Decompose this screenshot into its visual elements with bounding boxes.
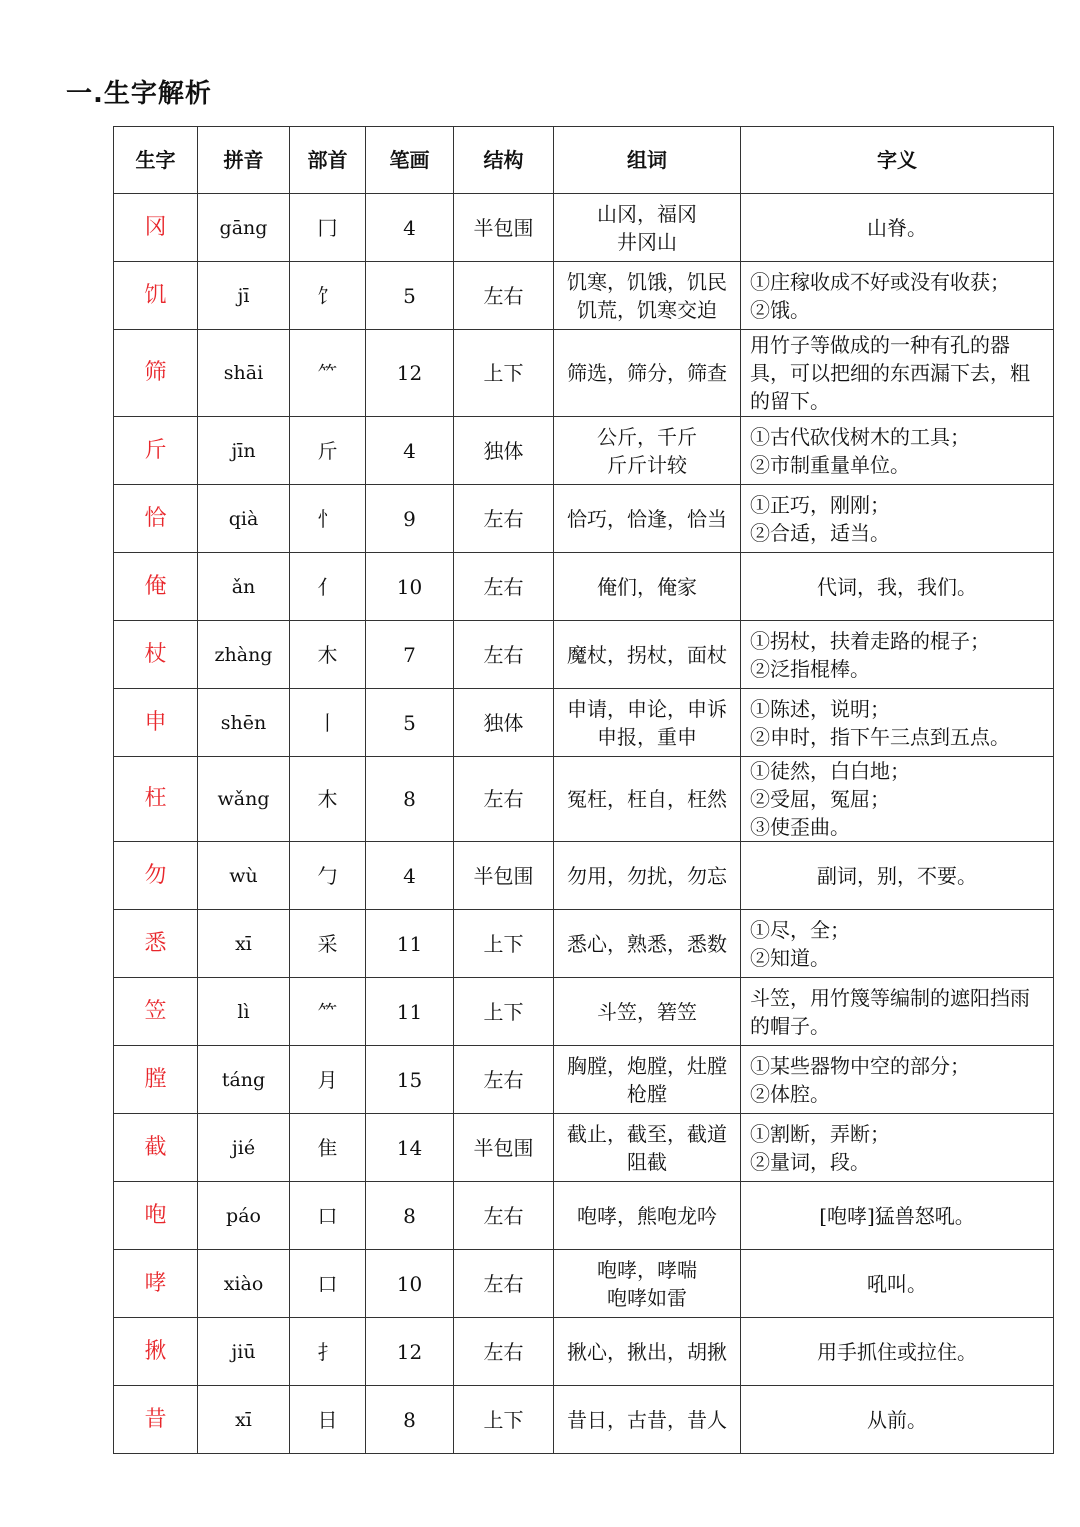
table-row [114,262,1054,330]
strokes-cell: 11 [366,978,454,1046]
char-cell: 冈 [114,194,198,262]
radical-cell: 口 [290,1182,366,1250]
pinyin-cell: táng [198,1046,290,1114]
table-row [114,1046,1054,1114]
meaning-cell: ①古代砍伐树木的工具； ②市制重量单位。 [741,417,1054,485]
meaning-cell: ①割断，弄断； ②量词，段。 [741,1114,1054,1182]
radical-cell: 木 [290,621,366,689]
char-cell: 昔 [114,1386,198,1454]
strokes-cell: 10 [366,1250,454,1318]
meaning-cell: ①陈述，说明； ②申时，指下午三点到五点。 [741,689,1054,757]
radical-cell: ⺮ [290,978,366,1046]
radical-cell: 隹 [290,1114,366,1182]
pinyin-cell: jīn [198,417,290,485]
char-cell: 申 [114,689,198,757]
strokes-cell: 5 [366,262,454,330]
radical-cell: 日 [290,1386,366,1454]
meaning-cell: ①尽，全； ②知道。 [741,910,1054,978]
structure-cell: 左右 [454,1046,554,1114]
radical-cell: 斤 [290,417,366,485]
char-cell: 咆 [114,1182,198,1250]
column-header-char: 生字 [114,127,198,194]
char-cell: 饥 [114,262,198,330]
meaning-cell: ①某些器物中空的部分； ②体腔。 [741,1046,1054,1114]
words-cell: 咆哮，熊咆龙吟 [554,1182,741,1250]
strokes-cell: 12 [366,1318,454,1386]
radical-cell: 亻 [290,553,366,621]
radical-cell: 丨 [290,689,366,757]
words-cell: 饥寒，饥饿，饥民 饥荒，饥寒交迫 [554,262,741,330]
table-row [114,330,1054,417]
pinyin-cell: jiū [198,1318,290,1386]
meaning-cell: ①徒然，白白地； ②受屈，冤屈； ③使歪曲。 [741,757,1054,842]
table-row [114,553,1054,621]
strokes-cell: 4 [366,842,454,910]
char-cell: 枉 [114,757,198,842]
words-cell: 冤枉，枉自，枉然 [554,757,741,842]
radical-cell: 扌 [290,1318,366,1386]
column-header-strokes: 笔画 [366,127,454,194]
structure-cell: 左右 [454,485,554,553]
structure-cell: 左右 [454,262,554,330]
pinyin-cell: shāi [198,330,290,417]
pinyin-cell: jī [198,262,290,330]
strokes-cell: 8 [366,1386,454,1454]
pinyin-cell: xī [198,1386,290,1454]
radical-cell: 饣 [290,262,366,330]
structure-cell: 上下 [454,1386,554,1454]
radical-cell: 口 [290,1250,366,1318]
structure-cell: 半包围 [454,1114,554,1182]
meaning-cell: 从前。 [741,1386,1054,1454]
strokes-cell: 8 [366,757,454,842]
strokes-cell: 4 [366,194,454,262]
char-cell: 悉 [114,910,198,978]
char-cell: 斤 [114,417,198,485]
char-cell: 筛 [114,330,198,417]
structure-cell: 左右 [454,621,554,689]
pinyin-cell: páo [198,1182,290,1250]
char-cell: 杖 [114,621,198,689]
strokes-cell: 8 [366,1182,454,1250]
table-row [114,842,1054,910]
structure-cell: 左右 [454,1318,554,1386]
column-header-words: 组词 [554,127,741,194]
pinyin-cell: xiào [198,1250,290,1318]
column-header-meaning: 字义 [741,127,1054,194]
words-cell: 俺们，俺家 [554,553,741,621]
table-row [114,417,1054,485]
structure-cell: 左右 [454,553,554,621]
words-cell: 申请，申论，申诉 申报，重申 [554,689,741,757]
meaning-cell: 副词，别，不要。 [741,842,1054,910]
radical-cell: ⺮ [290,330,366,417]
table-row [114,910,1054,978]
words-cell: 截止，截至，截道 阻截 [554,1114,741,1182]
words-cell: 魔杖，拐杖，面杖 [554,621,741,689]
pinyin-cell: qià [198,485,290,553]
structure-cell: 左右 [454,757,554,842]
strokes-cell: 14 [366,1114,454,1182]
words-cell: 胸膛，炮膛，灶膛 枪膛 [554,1046,741,1114]
pinyin-cell: lì [198,978,290,1046]
section-title: 一.生字解析 [66,79,212,109]
table-row [114,689,1054,757]
words-cell: 咆哮，哮喘 咆哮如雷 [554,1250,741,1318]
structure-cell: 左右 [454,1182,554,1250]
table-row [114,978,1054,1046]
pinyin-cell: xī [198,910,290,978]
char-cell: 哮 [114,1250,198,1318]
meaning-cell: ①庄稼收成不好或没有收获； ②饿。 [741,262,1054,330]
table-row [114,1386,1054,1454]
table-row [114,1114,1054,1182]
pinyin-cell: zhàng [198,621,290,689]
strokes-cell: 12 [366,330,454,417]
table-row [114,757,1054,842]
radical-cell: 采 [290,910,366,978]
table-row [114,1318,1054,1386]
structure-cell: 独体 [454,689,554,757]
table-header-row [114,127,1054,194]
meaning-cell: ①拐杖，扶着走路的棍子； ②泛指棍棒。 [741,621,1054,689]
radical-cell: 忄 [290,485,366,553]
character-analysis-table [113,126,1054,1454]
table-row [114,1182,1054,1250]
pinyin-cell: wǎng [198,757,290,842]
strokes-cell: 10 [366,553,454,621]
words-cell: 公斤，千斤 斤斤计较 [554,417,741,485]
meaning-cell: ①正巧，刚刚； ②合适，适当。 [741,485,1054,553]
char-cell: 俺 [114,553,198,621]
table-row [114,1250,1054,1318]
char-cell: 截 [114,1114,198,1182]
meaning-cell: 用竹子等做成的一种有孔的器具，可以把细的东西漏下去，粗的留下。 [741,330,1054,417]
strokes-cell: 15 [366,1046,454,1114]
char-cell: 笠 [114,978,198,1046]
char-cell: 勿 [114,842,198,910]
pinyin-cell: jié [198,1114,290,1182]
strokes-cell: 7 [366,621,454,689]
column-header-radical: 部首 [290,127,366,194]
strokes-cell: 9 [366,485,454,553]
words-cell: 斗笠，箬笠 [554,978,741,1046]
meaning-cell: 吼叫。 [741,1250,1054,1318]
table-row [114,194,1054,262]
structure-cell: 上下 [454,910,554,978]
words-cell: 悉心，熟悉，悉数 [554,910,741,978]
words-cell: 勿用，勿扰，勿忘 [554,842,741,910]
pinyin-cell: ǎn [198,553,290,621]
strokes-cell: 5 [366,689,454,757]
radical-cell: 月 [290,1046,366,1114]
structure-cell: 左右 [454,1250,554,1318]
structure-cell: 上下 [454,330,554,417]
meaning-cell: 代词，我，我们。 [741,553,1054,621]
table-row [114,621,1054,689]
words-cell: 恰巧，恰逢，恰当 [554,485,741,553]
char-cell: 揪 [114,1318,198,1386]
meaning-cell: 斗笠，用竹篾等编制的遮阳挡雨的帽子。 [741,978,1054,1046]
pinyin-cell: wù [198,842,290,910]
meaning-cell: 山脊。 [741,194,1054,262]
meaning-cell: 用手抓住或拉住。 [741,1318,1054,1386]
radical-cell: 勹 [290,842,366,910]
table-row [114,485,1054,553]
char-cell: 恰 [114,485,198,553]
words-cell: 山冈，福冈 井冈山 [554,194,741,262]
words-cell: 揪心，揪出，胡揪 [554,1318,741,1386]
radical-cell: 木 [290,757,366,842]
structure-cell: 半包围 [454,194,554,262]
structure-cell: 独体 [454,417,554,485]
pinyin-cell: gāng [198,194,290,262]
strokes-cell: 4 [366,417,454,485]
column-header-structure: 结构 [454,127,554,194]
char-cell: 膛 [114,1046,198,1114]
radical-cell: 冂 [290,194,366,262]
structure-cell: 上下 [454,978,554,1046]
column-header-pinyin: 拼音 [198,127,290,194]
structure-cell: 半包围 [454,842,554,910]
words-cell: 筛选，筛分，筛查 [554,330,741,417]
strokes-cell: 11 [366,910,454,978]
words-cell: 昔日，古昔，昔人 [554,1386,741,1454]
pinyin-cell: shēn [198,689,290,757]
meaning-cell: [咆哮]猛兽怒吼。 [741,1182,1054,1250]
